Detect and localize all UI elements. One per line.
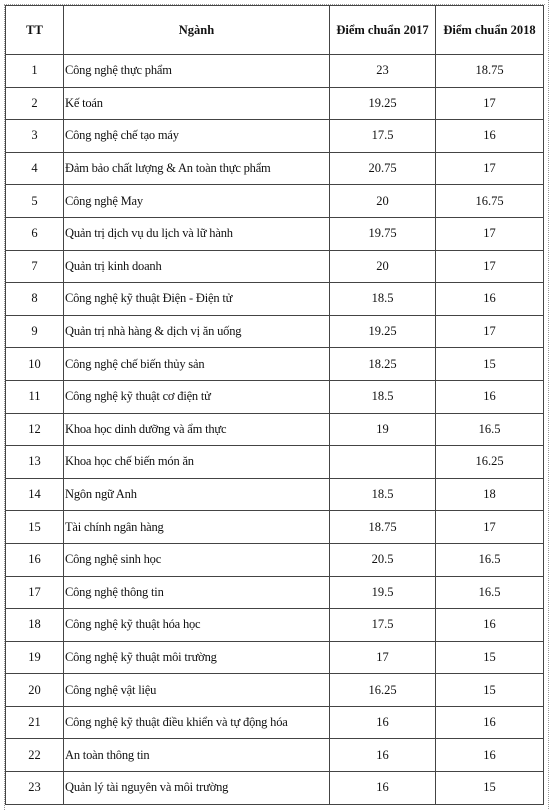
header-score-2017: Điểm chuẩn 2017 — [330, 6, 436, 55]
cell-major: Công nghệ thực phẩm — [64, 55, 330, 88]
cell-major: Công nghệ chế tạo máy — [64, 120, 330, 153]
table-row — [6, 250, 544, 283]
cell-score-2018: 18.75 — [436, 55, 544, 88]
header-major: Ngành — [64, 6, 330, 55]
cell-score-2017: 18.25 — [330, 348, 436, 381]
cell-score-2017: 16.25 — [330, 674, 436, 707]
table-row — [6, 87, 544, 120]
table-row — [6, 380, 544, 413]
cell-score-2018: 16 — [436, 283, 544, 316]
cell-major: Công nghệ thông tin — [64, 576, 330, 609]
cell-major: Đảm bảo chất lượng & An toàn thực phẩm — [64, 152, 330, 185]
cell-score-2018: 17 — [436, 315, 544, 348]
table-row — [6, 772, 544, 805]
cell-score-2017 — [330, 446, 436, 479]
cell-score-2017: 20.5 — [330, 543, 436, 576]
table-row — [6, 641, 544, 674]
table-row — [6, 185, 544, 218]
cell-tt: 19 — [6, 641, 64, 674]
cell-tt: 11 — [6, 380, 64, 413]
cell-tt: 16 — [6, 543, 64, 576]
cell-score-2018: 15 — [436, 674, 544, 707]
cell-major: Công nghệ vật liệu — [64, 674, 330, 707]
cell-major: Quản trị dịch vụ du lịch và lữ hành — [64, 217, 330, 250]
cell-score-2018: 15 — [436, 641, 544, 674]
table-row — [6, 413, 544, 446]
cell-major: Công nghệ May — [64, 185, 330, 218]
cell-score-2018: 15 — [436, 772, 544, 805]
table-row — [6, 674, 544, 707]
cell-tt: 10 — [6, 348, 64, 381]
cell-score-2018: 16 — [436, 706, 544, 739]
cell-major: Công nghệ chế biến thủy sản — [64, 348, 330, 381]
cell-tt: 12 — [6, 413, 64, 446]
cell-tt: 9 — [6, 315, 64, 348]
cell-tt: 3 — [6, 120, 64, 153]
cell-score-2017: 19.25 — [330, 315, 436, 348]
cell-tt: 14 — [6, 478, 64, 511]
table-row — [6, 348, 544, 381]
cell-major: Công nghệ sinh học — [64, 543, 330, 576]
cell-tt: 18 — [6, 609, 64, 642]
cell-major: Quản lý tài nguyên và môi trường — [64, 772, 330, 805]
cell-tt: 5 — [6, 185, 64, 218]
cell-tt: 8 — [6, 283, 64, 316]
cell-score-2017: 20.75 — [330, 152, 436, 185]
cell-tt: 13 — [6, 446, 64, 479]
cell-score-2018: 16.25 — [436, 446, 544, 479]
table-row — [6, 120, 544, 153]
cell-score-2018: 16 — [436, 739, 544, 772]
cell-major: Kế toán — [64, 87, 330, 120]
cell-score-2018: 16 — [436, 609, 544, 642]
cell-major: Quản trị nhà hàng & dịch vị ăn uống — [64, 315, 330, 348]
cell-score-2017: 20 — [330, 250, 436, 283]
cell-score-2017: 16 — [330, 772, 436, 805]
cell-score-2017: 16 — [330, 739, 436, 772]
cell-score-2017: 18.5 — [330, 380, 436, 413]
header-score-2018: Điểm chuẩn 2018 — [436, 6, 544, 55]
cell-score-2018: 16.5 — [436, 543, 544, 576]
cell-score-2017: 18.5 — [330, 478, 436, 511]
cell-score-2018: 17 — [436, 511, 544, 544]
cell-tt: 17 — [6, 576, 64, 609]
cell-score-2018: 16 — [436, 380, 544, 413]
table-row — [6, 511, 544, 544]
cell-score-2018: 18 — [436, 478, 544, 511]
table-row — [6, 217, 544, 250]
cell-tt: 4 — [6, 152, 64, 185]
cell-score-2017: 17.5 — [330, 609, 436, 642]
cell-tt: 1 — [6, 55, 64, 88]
cell-score-2018: 16.5 — [436, 413, 544, 446]
cell-score-2017: 19.5 — [330, 576, 436, 609]
table-row — [6, 446, 544, 479]
cell-score-2017: 18.75 — [330, 511, 436, 544]
cell-score-2018: 17 — [436, 250, 544, 283]
cell-major: Khoa học chế biến món ăn — [64, 446, 330, 479]
cell-major: Công nghệ kỹ thuật Điện - Điện tử — [64, 283, 330, 316]
cell-score-2018: 17 — [436, 217, 544, 250]
table-row — [6, 609, 544, 642]
cell-score-2018: 16.5 — [436, 576, 544, 609]
cell-tt: 7 — [6, 250, 64, 283]
cell-tt: 2 — [6, 87, 64, 120]
cell-score-2017: 19.75 — [330, 217, 436, 250]
cell-score-2017: 16 — [330, 706, 436, 739]
cell-score-2018: 16 — [436, 120, 544, 153]
table-row — [6, 152, 544, 185]
cell-score-2018: 17 — [436, 152, 544, 185]
table-row — [6, 315, 544, 348]
document-page — [4, 4, 545, 810]
cell-major: An toàn thông tin — [64, 739, 330, 772]
cell-tt: 15 — [6, 511, 64, 544]
cell-major: Tài chính ngân hàng — [64, 511, 330, 544]
cell-major: Ngôn ngữ Anh — [64, 478, 330, 511]
table-header-row — [6, 6, 544, 55]
table-row — [6, 576, 544, 609]
cell-tt: 22 — [6, 739, 64, 772]
cell-score-2017: 17.5 — [330, 120, 436, 153]
cell-tt: 20 — [6, 674, 64, 707]
admission-scores-table — [5, 5, 544, 805]
cell-score-2017: 17 — [330, 641, 436, 674]
cell-score-2017: 23 — [330, 55, 436, 88]
table-body — [6, 55, 544, 805]
cell-major: Quản trị kinh doanh — [64, 250, 330, 283]
table-row — [6, 283, 544, 316]
cell-score-2018: 15 — [436, 348, 544, 381]
table-row — [6, 739, 544, 772]
cell-major: Công nghệ kỹ thuật cơ điện tử — [64, 380, 330, 413]
cell-tt: 21 — [6, 706, 64, 739]
cell-score-2017: 18.5 — [330, 283, 436, 316]
table-row — [6, 543, 544, 576]
header-tt: TT — [6, 6, 64, 55]
cell-major: Công nghệ kỹ thuật môi trường — [64, 641, 330, 674]
cell-major: Khoa học dinh dưỡng và ẩm thực — [64, 413, 330, 446]
cell-score-2017: 19.25 — [330, 87, 436, 120]
cell-major: Công nghệ kỹ thuật điều khiển và tự động hóa — [64, 706, 330, 739]
cell-tt: 6 — [6, 217, 64, 250]
cell-score-2018: 17 — [436, 87, 544, 120]
cell-score-2018: 16.75 — [436, 185, 544, 218]
table-row — [6, 478, 544, 511]
table-row — [6, 706, 544, 739]
table-row — [6, 55, 544, 88]
cell-score-2017: 20 — [330, 185, 436, 218]
cell-score-2017: 19 — [330, 413, 436, 446]
cell-tt: 23 — [6, 772, 64, 805]
cell-major: Công nghệ kỹ thuật hóa học — [64, 609, 330, 642]
